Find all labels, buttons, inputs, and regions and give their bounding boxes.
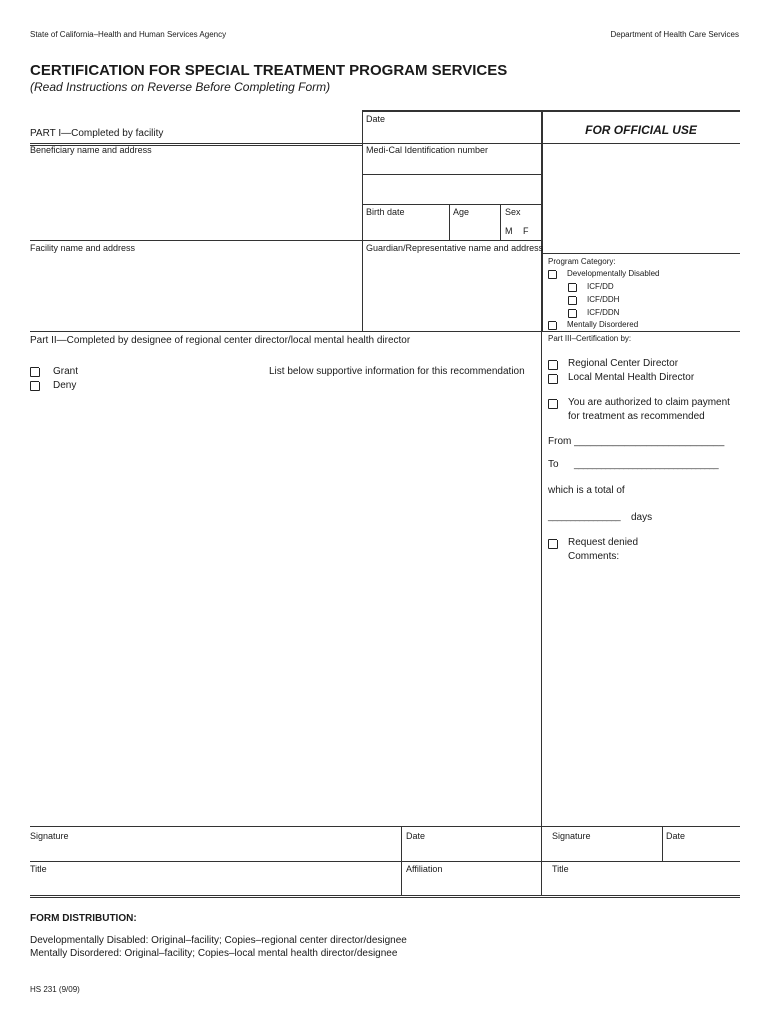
agency-name: State of California–Health and Human Services Agency: [30, 30, 227, 39]
form-subtitle: (Read Instructions on Reverse Before Completing Form): [30, 80, 331, 94]
request-denied-label: Request denied: [568, 537, 639, 548]
distribution-heading: FORM DISTRIBUTION:: [30, 913, 137, 924]
beneficiary-bottom-rule: [30, 240, 542, 241]
signature-date-label: Date: [406, 831, 426, 841]
form-number: HS 231 (9/09): [30, 985, 80, 994]
medical-id-label: Medi-Cal Identification number: [366, 145, 489, 155]
regional-center-checkbox[interactable]: [548, 360, 558, 370]
date-label: Date: [366, 114, 386, 124]
request-denied-checkbox[interactable]: [548, 539, 558, 549]
part1-divider: [362, 110, 363, 331]
icf-dd-label: ICF/DD: [587, 282, 614, 291]
days-label: days: [631, 512, 653, 523]
part1-heading: PART I—Completed by facility: [30, 128, 164, 139]
program-category-label: Program Category:: [548, 257, 616, 266]
part3-divider: [541, 331, 542, 896]
grant-label: Grant: [53, 366, 79, 377]
distribution-line2: Mentally Disordered: Original–facility; Copies–local mental health director/designee: [30, 948, 398, 959]
icf-ddh-checkbox[interactable]: [568, 296, 577, 305]
affiliation-label: Affiliation: [406, 864, 443, 874]
signature-bottom-rule: [30, 895, 740, 898]
part3-heading: Part III–Certification by:: [548, 334, 632, 343]
authorized-checkbox[interactable]: [548, 399, 558, 409]
comments-label: Comments:: [568, 551, 620, 562]
deny-label: Deny: [53, 380, 77, 391]
sex-f-option[interactable]: F: [523, 226, 529, 236]
signature-date-divider: [401, 826, 402, 895]
dev-disabled-label: Developmentally Disabled: [567, 269, 660, 278]
guardian-label: Guardian/Representative name and address: [366, 243, 544, 253]
birth-date-label: Birth date: [366, 207, 405, 217]
signature-mid-rule: [30, 861, 740, 862]
icf-ddn-label: ICF/DDN: [587, 308, 620, 317]
official-title-rule: [542, 143, 740, 144]
age-sex-divider: [500, 204, 501, 240]
icf-ddn-checkbox[interactable]: [568, 309, 577, 318]
deny-checkbox[interactable]: [30, 381, 40, 391]
authorized-line1: You are authorized to claim payment: [568, 397, 730, 408]
distribution-line1: Developmentally Disabled: Original–facility; Copies–regional center director/designee: [30, 935, 407, 946]
regional-center-label: Regional Center Director: [568, 358, 679, 369]
sex-m-option[interactable]: M: [505, 226, 513, 236]
from-field[interactable]: From ___________________________: [548, 436, 725, 447]
dev-disabled-checkbox[interactable]: [548, 270, 557, 279]
beneficiary-label: Beneficiary name and address: [30, 145, 152, 155]
right-date-label: Date: [666, 831, 686, 841]
age-label: Age: [453, 207, 470, 217]
department-name: Department of Health Care Services: [610, 30, 739, 39]
id-bottom-rule: [362, 204, 542, 205]
local-mental-label: Local Mental Health Director: [568, 372, 695, 383]
mental-disordered-checkbox[interactable]: [548, 321, 557, 330]
title-label: Title: [30, 864, 47, 874]
part1-bottom-rule: [30, 331, 740, 332]
right-title-label: Title: [552, 864, 569, 874]
official-mid-rule: [542, 253, 740, 254]
supportive-info-label: List below supportive information for this recommendation: [269, 366, 525, 377]
local-mental-checkbox[interactable]: [548, 374, 558, 384]
to-label: To: [548, 459, 559, 470]
official-divider: [541, 110, 543, 332]
right-signature-date-divider: [662, 826, 663, 861]
icf-ddh-label: ICF/DDH: [587, 295, 620, 304]
date-row-rule: [362, 143, 542, 144]
right-signature-label: Signature: [552, 831, 591, 841]
id-row-rule: [362, 174, 542, 175]
part2-heading: Part II—Completed by designee of regional center director/local mental health director: [30, 335, 411, 346]
signature-top-rule: [30, 826, 740, 827]
total-label: which is a total of: [548, 485, 625, 496]
grant-checkbox[interactable]: [30, 367, 40, 377]
form-title: CERTIFICATION FOR SPECIAL TREATMENT PROGRAM SERVICES: [30, 62, 508, 79]
sex-label: Sex: [505, 207, 521, 217]
to-field[interactable]: ________________________________: [574, 459, 719, 469]
official-use-heading: FOR OFFICIAL USE: [585, 123, 697, 137]
authorized-line2: for treatment as recommended: [568, 411, 705, 422]
facility-label: Facility name and address: [30, 243, 136, 253]
mental-disordered-label: Mentally Disordered: [567, 320, 639, 329]
icf-dd-checkbox[interactable]: [568, 283, 577, 292]
part1-top-rule: [362, 110, 740, 112]
signature-label: Signature: [30, 831, 69, 841]
birth-age-divider: [449, 204, 450, 240]
days-field[interactable]: ________________: [548, 511, 621, 521]
